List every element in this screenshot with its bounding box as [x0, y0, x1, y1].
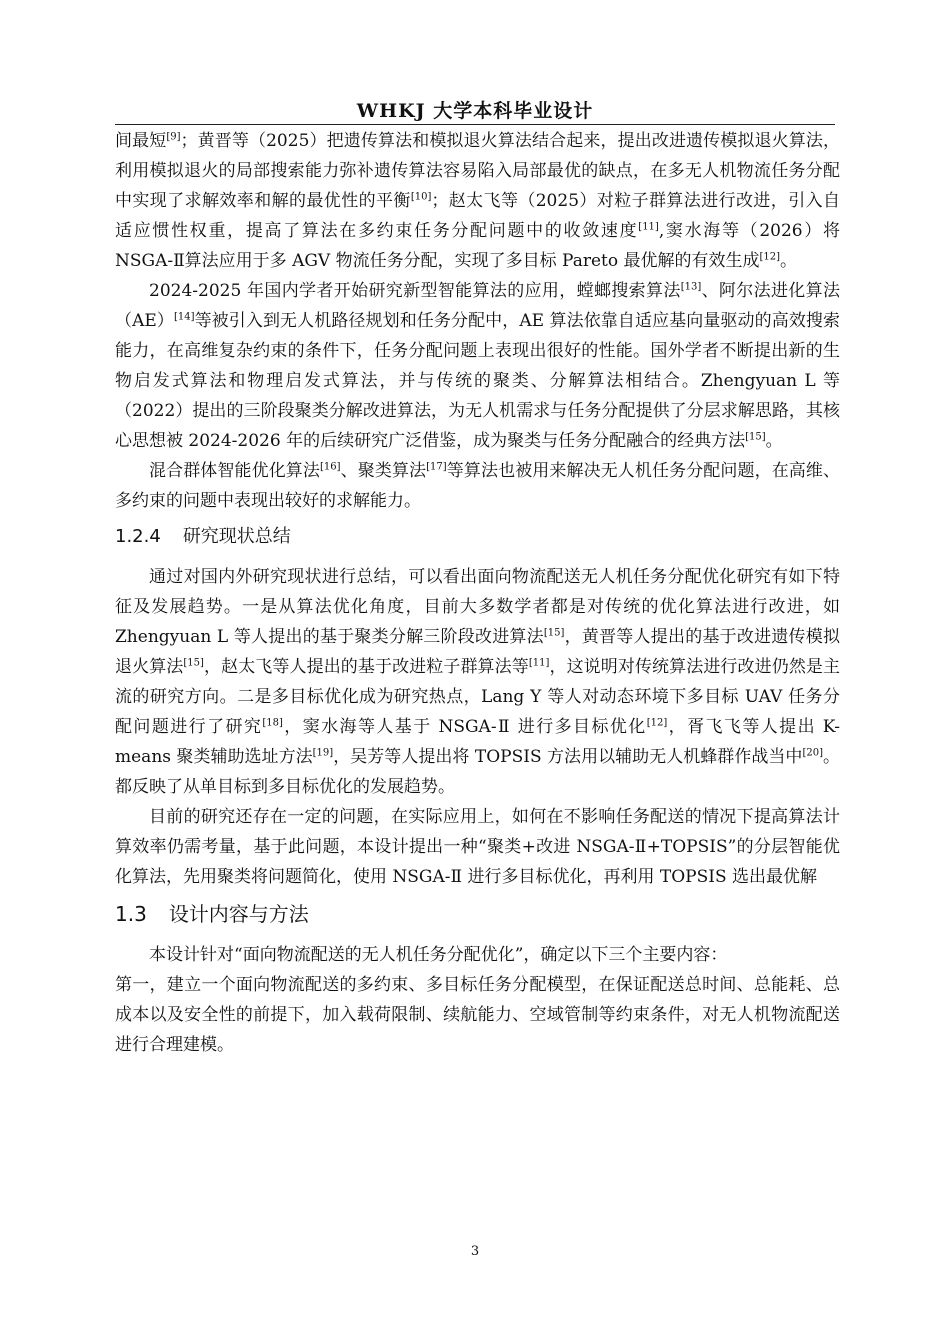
- citation-ref: [17]: [426, 461, 447, 473]
- citation-ref: [10]: [410, 191, 432, 203]
- page-header: WHKJ 大学本科毕业设计: [115, 98, 835, 125]
- citation-ref: [14]: [173, 311, 195, 323]
- text-run: 。: [780, 251, 798, 271]
- section-number: 1.2.4: [115, 526, 161, 547]
- citation-ref: [12]: [759, 251, 781, 263]
- text-run: ，窦水海等人基于 NSGA-Ⅱ 进行多目标优化: [282, 717, 647, 737]
- citation-ref: [18]: [262, 717, 283, 729]
- text-run: 等被引入到无人机路径规划和任务分配中，AE 算法依靠自适应基向量驱动的高效搜索能力，在高维复杂约束的条件下，任务分配问题上表现出很好的性能。国外学者不断提出新的生物启发式算法和物理启发式算法，并与传统的聚类、分解算法相结合。Zhengyuan L 等（2022）提出的三阶段聚类分解改进算法，为无人机需求与任务分配提供了分层求解思路，其核心思想被 2024-2026 年的后续研究广泛借鉴，成为聚类与任务分配融合的经典方法: [115, 311, 840, 451]
- text-run: 。: [765, 431, 783, 451]
- citation-ref: [16]: [320, 461, 341, 473]
- text-run: 通过对国内外研究现状进行总结，可以看出面向物流配送无人机任务分配优化研究有如下特征及发展趋势。一是从算法优化角度，目前大多数学者都是对传统的优化算法进行改进，如 Zhengyuan L 等人提出的基于聚类分解三阶段改进算法: [115, 567, 840, 647]
- text-run: ，赵太飞等人提出的基于改进粒子群算法等: [203, 657, 529, 677]
- paragraph-group-summary: [115, 562, 840, 892]
- text-run: ，吴芳等人提出将 TOPSIS 方法用以辅助无人机蜂群作战当中: [333, 747, 803, 767]
- paragraph-p5: [115, 802, 840, 892]
- citation-ref: [15]: [543, 627, 565, 639]
- text-run: 混合群体智能优化算法: [149, 461, 321, 481]
- paragraph-p7: [115, 970, 840, 1060]
- body-text: [115, 126, 840, 1060]
- citation-ref: [13]: [680, 281, 702, 293]
- section-number: 1.3: [115, 902, 147, 926]
- text-run: 目前的研究还存在一定的问题，在实际应用上，如何在不影响任务配送的情况下提高算法计算效率仍需考量，基于此问题，本设计提出一种“聚类+改进 NSGA-Ⅱ+TOPSIS”的分层智能优化算法，先用聚类将问题简化，使用 NSGA-Ⅱ 进行多目标优化，再利用 TOPSIS 选出最优解: [115, 807, 840, 887]
- text-run: 。都反映了从单目标到多目标优化的发展趋势。: [115, 747, 841, 797]
- paragraph-p3: [115, 456, 840, 516]
- paragraph-p1: [115, 126, 840, 276]
- section-heading-1-3: [115, 898, 840, 934]
- page-number: 3: [470, 1244, 480, 1259]
- section-heading-1-2-4: [115, 522, 840, 556]
- paragraph-p4: [115, 562, 840, 802]
- text-run: 本设计针对“面向物流配送的无人机任务分配优化”，确定以下三个主要内容：: [149, 945, 728, 965]
- paragraph-p6: [115, 940, 840, 970]
- citation-ref: [9]: [166, 131, 181, 143]
- text-run: ,窦水海等（2026）将 NSGA-Ⅱ算法应用于多 AGV 物流任务分配，实现了多目标 Pareto 最优解的有效生成: [115, 221, 841, 271]
- citation-ref: [19]: [312, 747, 334, 759]
- text-run: ，胥飞飞等人提出 K-means 聚类辅助选址方法: [115, 717, 841, 767]
- text-run: ；赵太飞等（2025）对粒子群算法进行改进，引入自适应惯性权重，提高了算法在多约束任务分配问题中的收敛速度: [115, 191, 841, 241]
- text-run: ，黄晋等人提出的基于改进遗传模拟退火算法: [115, 627, 840, 677]
- citation-ref: [11]: [638, 221, 659, 233]
- paragraph-group-design: [115, 940, 840, 1060]
- paragraph-p2: [115, 276, 840, 456]
- citation-ref: [12]: [646, 717, 668, 729]
- text-run: ；黄晋等（2025）把遗传算法和模拟退火算法结合起来，提出改进遗传模拟退火算法，利用模拟退火的局部搜索能力弥补遗传算法容易陷入局部最优的缺点，在多无人机物流任务分配中实现了求解效率和解的最优性的平衡: [115, 131, 841, 211]
- text-run: 、阿尔法进化算法（AE）: [115, 281, 840, 331]
- text-run: ，这说明对传统算法进行改进仍然是主流的研究方向。二是多目标优化成为研究热点，Lang Y 等人对动态环境下多目标 UAV 任务分配问题进行了研究: [115, 657, 841, 737]
- citation-ref: [15]: [183, 657, 204, 669]
- text-run: 第一，建立一个面向物流配送的多约束、多目标任务分配模型，在保证配送总时间、总能耗、总成本以及安全性的前提下，加入载荷限制、续航能力、空域管制等约束条件，对无人机物流配送进行合理建模。: [115, 975, 840, 1055]
- citation-ref: [11]: [528, 657, 550, 669]
- text-run: 等算法也被用来解决无人机任务分配问题，在高维、多约束的问题中表现出较好的求解能力。: [115, 461, 841, 511]
- text-run: 2024-2025 年国内学者开始研究新型智能算法的应用，螳螂搜索算法: [149, 281, 681, 301]
- section-title: 研究现状总结: [182, 526, 291, 547]
- text-run: 、聚类算法: [340, 461, 427, 481]
- citation-ref: [15]: [745, 431, 766, 443]
- citation-ref: [20]: [802, 747, 823, 759]
- text-run: 间最短: [115, 131, 167, 151]
- section-title: 设计内容与方法: [168, 902, 309, 926]
- paragraph-group-intro: [115, 126, 840, 516]
